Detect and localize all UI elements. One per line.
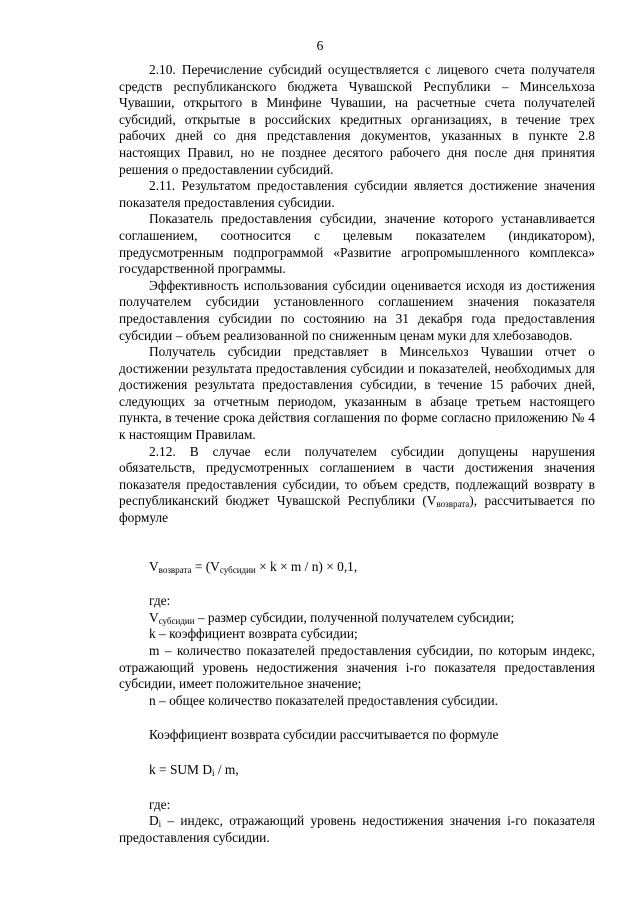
page-number: 6 [316, 38, 324, 53]
document-body [119, 62, 595, 846]
definition-k: k – коэффициент возврата субсидии; [149, 626, 358, 642]
paragraph-2-10: 2.10. Перечисление субсидий осуществляется с лицевого счета получателя средств республиканского бюджета Чувашской Республики – Минсельхоза Чувашии, открытого в Минфине Чувашии, на расчетные счета получателей субсидий, открытые в российских кредитных организациях, в течение трех рабочих дней со дня представления документов, указанных в пункте 2.8 настоящих Правил, но не позднее десятого рабочего дня после дня принятия решения о предоставлении субсидий. [119, 62, 595, 177]
definition-n: n – общее количество показателей предоставления субсидии. [149, 692, 499, 708]
paragraph-2-11: 2.11. Результатом предоставления субсидии является достижение значения показателя предоставления субсидии. [119, 178, 595, 210]
definition-d-index: $D_i$ – индекс, отражающий уровень недостижения значения i-го показателя предоставления субсидии. [119, 813, 595, 845]
definition-m: m – количество показателей предоставления субсидии, по которым индекс, отражающий уровень недостижения значения i-го показателя предоставления субсидии, имеет положительное значение; [119, 643, 595, 692]
formula-refund: $V_{возврата} = (V_{субсидии} \times k \times m / n) \times 0,1$, [149, 558, 358, 575]
where-label-2: где: [149, 796, 171, 812]
paragraph-indicator: Показатель предоставления субсидии, значение которого устанавливается соглашением, соотносится с целевым показателем (индикатором), предусмотренным подпрограммой «Развитие агропромышленного комплекса» государственной программы. [119, 211, 595, 277]
coefficient-intro: Коэффициент возврата субсидии рассчитывается по формуле [149, 727, 499, 743]
formula-coefficient: k = SUM $D_i$ / m, [149, 761, 239, 778]
definition-v-subsidy: $V_{субсидии}$ – размер субсидии, полученной получателем субсидии; [149, 609, 515, 626]
paragraph-2-12: 2.12. В случае если получателем субсидии допущены нарушения обязательств, предусмотренных соглашением в части достижения значения показателя предоставления субсидии, то объем средств, подлежащий возврату в республиканский бюджет Чувашской Республики $(V_{возврата})$, рассчитывается по формуле [119, 443, 595, 526]
paragraph-report: Получатель субсидии представляет в Минсельхоз Чувашии отчет о достижении результата предоставления субсидии и показателей, необходимых для достижения результата предоставления субсидии, в течение 15 рабочих дней, следующих за отчетным периодом, указанным в абзаце третьем настоящего пункта, в течение срока действия соглашения по форме согласно приложению № 4 к настоящим Правилам. [119, 344, 595, 443]
paragraph-efficiency: Эффективность использования субсидии оценивается исходя из достижения получателем субсидии установленного соглашением значения показателя предоставления субсидии по состоянию на 31 декабря года предоставления субсидии – объем реализованной по сниженным ценам муки для хлебозаводов. [119, 277, 595, 343]
where-label-1: где: [149, 593, 171, 609]
